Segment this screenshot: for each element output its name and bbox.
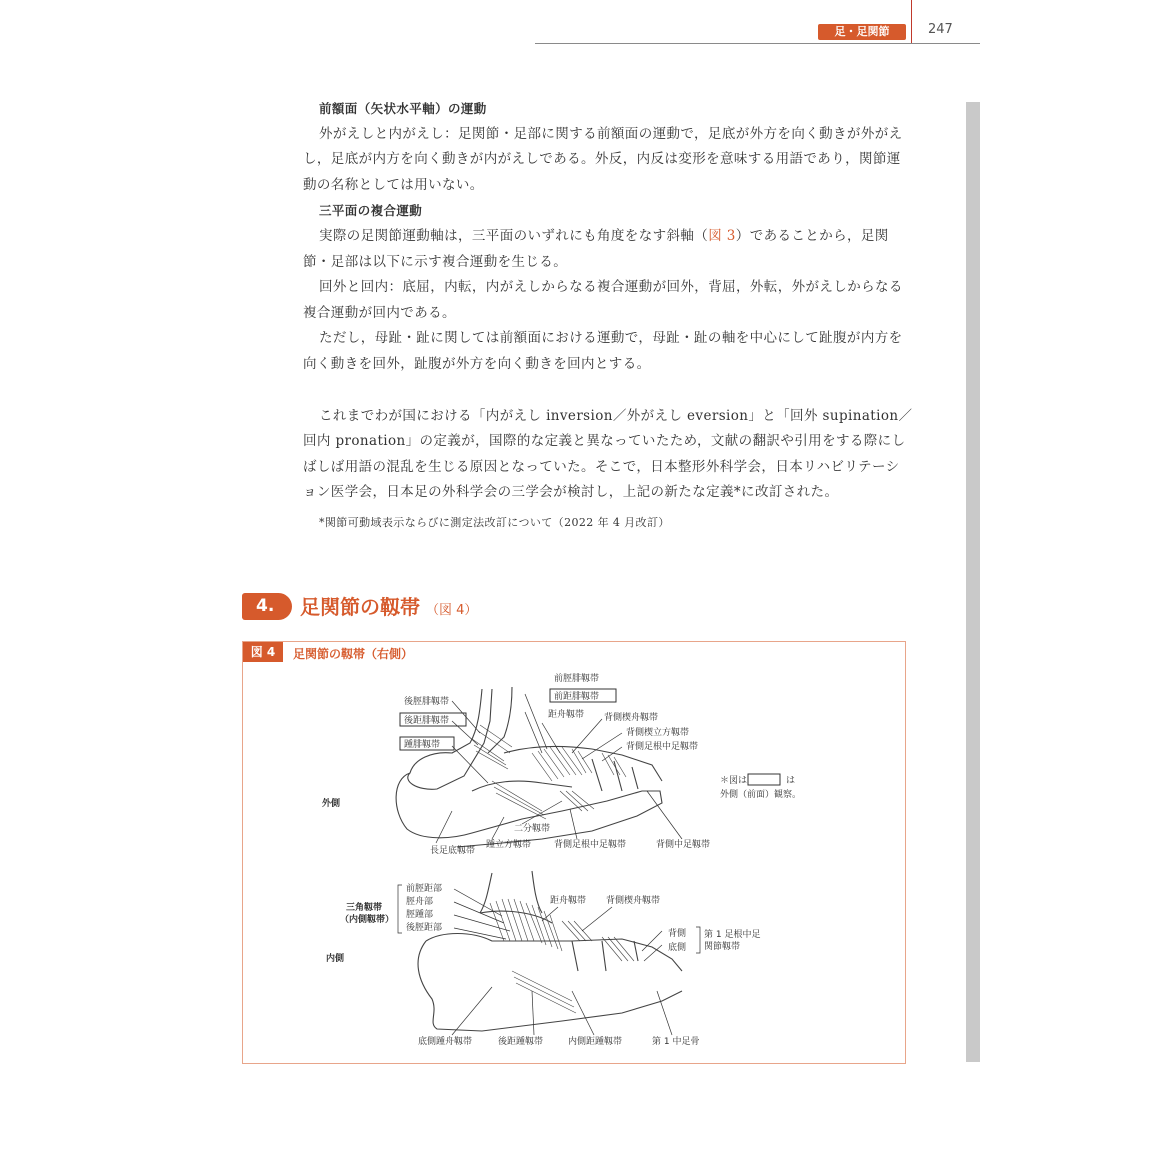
label-dorsal-metatarsal: 背側中足靱帯	[656, 840, 711, 850]
label-post-tibiotalar: 後脛距部	[406, 923, 443, 933]
margin-strip	[966, 102, 980, 1062]
label-post-talocalc: 後距踵靱帯	[498, 1037, 544, 1047]
label-tibiocalc: 脛踵部	[406, 910, 434, 920]
lateral-foot-drawing	[396, 687, 682, 847]
label-ant-talofib: 前距腓靱帯	[554, 692, 600, 702]
label-bracket	[696, 927, 700, 953]
paragraph-oblique-axis: 実際の足関節運動軸は，三平面のいずれにも角度をなす斜軸（図 3）であることから，足関節・足部は以下に示す複合運動を生じる。	[303, 227, 889, 270]
paragraph-eversion-inversion: 外がえしと内がえし：足関節・足部に関する前額面の運動で，足底が外方を向く動きが外がえし，足底が内方を向く動きが内がえしである。外反，内反は変形を意味する用語であり，関節運動の名称としては用いない。	[303, 125, 903, 193]
label-ant-tibiofib: 前脛腓靱帯	[554, 674, 600, 684]
label-dorsal: 背側	[668, 929, 687, 939]
subheading-frontal-plane: 前額面（矢状水平軸）の運動	[319, 101, 487, 116]
label-first-metatarsal: 第 1 中足骨	[652, 1037, 700, 1047]
figure-reference: 図 3	[708, 227, 736, 244]
label-long-plantar: 長足底靱帯	[430, 846, 476, 856]
label-medial-talocalc: 内側距踵靱帯	[568, 1037, 623, 1047]
label-dorsal-tmt: 背側足根中足靱帯	[626, 742, 699, 752]
medial-labels	[326, 882, 760, 1047]
note-line2: 外側（前面）観察。	[720, 790, 802, 800]
footnote: *関節可動域表示ならびに測定法改訂について（2022 年 4 月改訂）	[319, 515, 670, 529]
figure-label: 図 4	[243, 642, 283, 662]
label-bracket	[398, 885, 402, 933]
label-calcaneonav: 底側踵舟靱帯	[418, 1037, 473, 1047]
note-line1a: ＊図は	[720, 776, 748, 786]
label-calcaneofib: 踵腓靱帯	[404, 740, 441, 750]
note-line1b: は	[786, 776, 796, 786]
label-bifurcate: 二分靱帯	[514, 824, 551, 834]
label-post-tibiofib: 後脛腓靱帯	[404, 697, 450, 707]
label-first-tmt-b: 関節靱帯	[704, 942, 741, 952]
label-tibionav: 脛舟部	[406, 897, 434, 907]
label-talonav: 距舟靱帯	[548, 710, 585, 720]
figure-caption: 足関節の靱帯（右側）	[293, 647, 414, 661]
paragraph-toes: ただし，母趾・趾に関しては前額面における運動で，母趾・趾の軸を中心にして趾腹が内方を向く動きを回外，趾腹が外方を向く動きを回内とする。	[303, 330, 903, 372]
label-medial-view: 内側	[326, 954, 345, 964]
label-calcaneocub: 踵立方靱帯	[486, 840, 532, 850]
label-deltoid: 三角靱帯	[346, 903, 383, 913]
header-rule	[535, 43, 980, 44]
label-first-tmt-a: 第 1 足根中足	[704, 930, 761, 940]
paragraph-definition-history: これまでわが国における「内がえし inversion／外がえし eversion」と「回外 supination／回内 pronation」の定義が，国際的な定義と異なっていたため，文献の翻訳や引用をする際にしばしば用語の混乱を生じる原因となっていた。そこで，日本整形外科学会，日本リハビリテーション医学会，日本足の外科学会の三学会が検討し，上記の新たな定義*に改訂された。	[303, 407, 913, 501]
paragraph-supination-pronation: 回外と回内：底屈，内転，内がえしからなる複合運動が回外，背屈，外転，外がえしからなる複合運動が回内である。	[303, 279, 903, 321]
subheading-triplanar: 三平面の複合運動	[319, 203, 423, 219]
chapter-tab: 足・足関節	[818, 24, 906, 40]
section-title: 足関節の靱帯 （図 4）	[300, 595, 478, 619]
label-dorsal-tarsal: 背側足根中足靱帯	[554, 840, 627, 850]
header-accent-line	[911, 0, 912, 43]
page-number: 247	[928, 22, 953, 37]
label-plantar: 底側	[668, 943, 687, 953]
label-dorsal-cuneocub: 背側楔立方靱帯	[626, 728, 690, 738]
label-dorsal-cuneonav: 背側楔舟靱帯	[604, 713, 659, 723]
ankle-ligament-diagram	[242, 641, 906, 1064]
section-figure-ref: （図 4）	[426, 603, 478, 618]
label-talonav-medial: 距舟靱帯	[550, 896, 587, 906]
note-box-sample	[748, 774, 780, 785]
label-post-talofib: 後距腓靱帯	[404, 716, 450, 726]
lateral-labels	[322, 672, 801, 856]
label-dorsal-cuneonav-medial: 背側楔舟靱帯	[606, 896, 661, 906]
label-lateral-view: 外側	[322, 799, 341, 809]
body-text	[303, 96, 913, 536]
section-number-badge: 4.	[242, 593, 292, 620]
label-deltoid-sub: （内側靱帯）	[340, 915, 395, 925]
label-ant-tibiotalar: 前脛距部	[406, 884, 443, 894]
